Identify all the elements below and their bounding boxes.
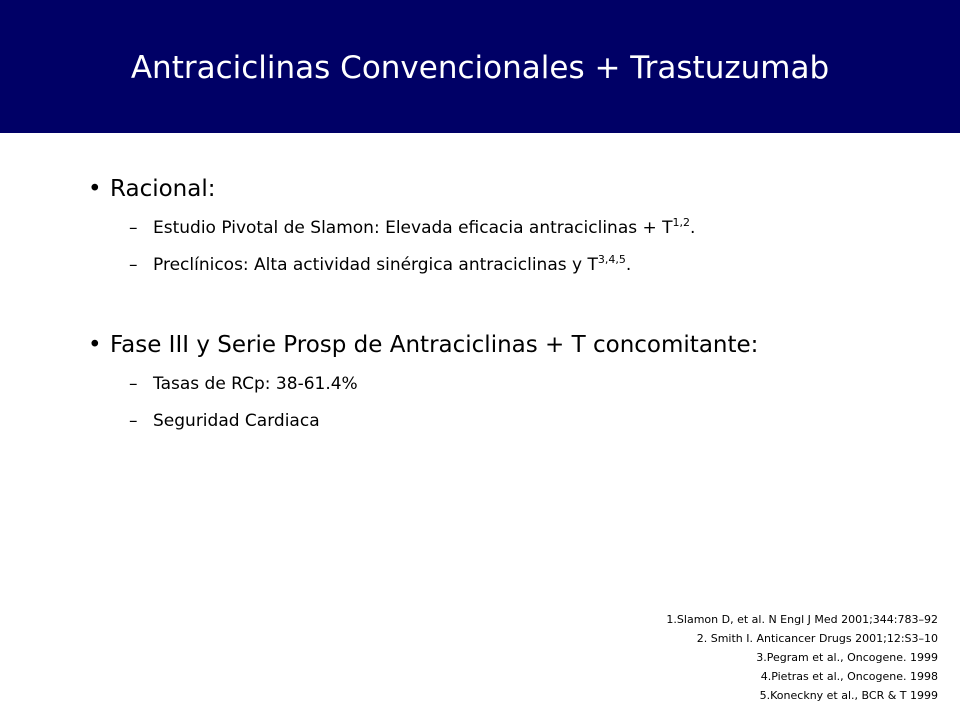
dash-icon: –	[129, 255, 138, 275]
reference-line: 1.Slamon D, et al. N Engl J Med 2001;344:783–92	[666, 613, 938, 626]
references	[666, 610, 938, 705]
list-item-text: Tasas de RCp: 38-61.4%	[153, 374, 358, 394]
slide-title: Antraciclinas Convencionales + Trastuzumab	[130, 50, 830, 86]
reference-line: 5.Koneckny et al., BCR & T 1999	[759, 689, 938, 702]
list-item-suffix: .	[690, 218, 696, 238]
dash-icon: –	[129, 411, 138, 431]
citation-superscript: 1,2	[672, 216, 691, 229]
reference-line: 4.Pietras et al., Oncogene. 1998	[760, 670, 938, 683]
list-item	[88, 247, 928, 284]
dash-icon: –	[129, 218, 138, 238]
list-item-text: Estudio Pivotal de Slamon: Elevada eficacia antraciclinas + T	[153, 218, 673, 238]
list-item	[88, 403, 928, 440]
section-heading-text: Racional:	[110, 176, 216, 202]
bullet-icon: •	[88, 176, 102, 202]
list-item-text: Preclínicos: Alta actividad sinérgica antraciclinas y T	[153, 255, 598, 275]
slide-body	[88, 168, 928, 440]
list-item-text: Seguridad Cardiaca	[153, 411, 320, 431]
list-item	[88, 366, 928, 403]
section-heading-fase-iii	[88, 324, 928, 366]
bullet-icon: •	[88, 332, 102, 358]
reference-line: 3.Pegram et al., Oncogene. 1999	[756, 651, 938, 664]
citation-superscript: 3,4,5	[597, 253, 626, 266]
dash-icon: –	[129, 374, 138, 394]
section-heading-racional	[88, 168, 928, 210]
list-item-suffix: .	[625, 255, 632, 275]
section-heading-text: Fase III y Serie Prosp de Antraciclinas + T concomitante:	[110, 332, 759, 358]
title-banner	[0, 0, 960, 133]
reference-line: 2. Smith I. Anticancer Drugs 2001;12:S3–10	[696, 632, 938, 645]
list-item	[88, 210, 928, 247]
section-spacer	[88, 284, 928, 324]
